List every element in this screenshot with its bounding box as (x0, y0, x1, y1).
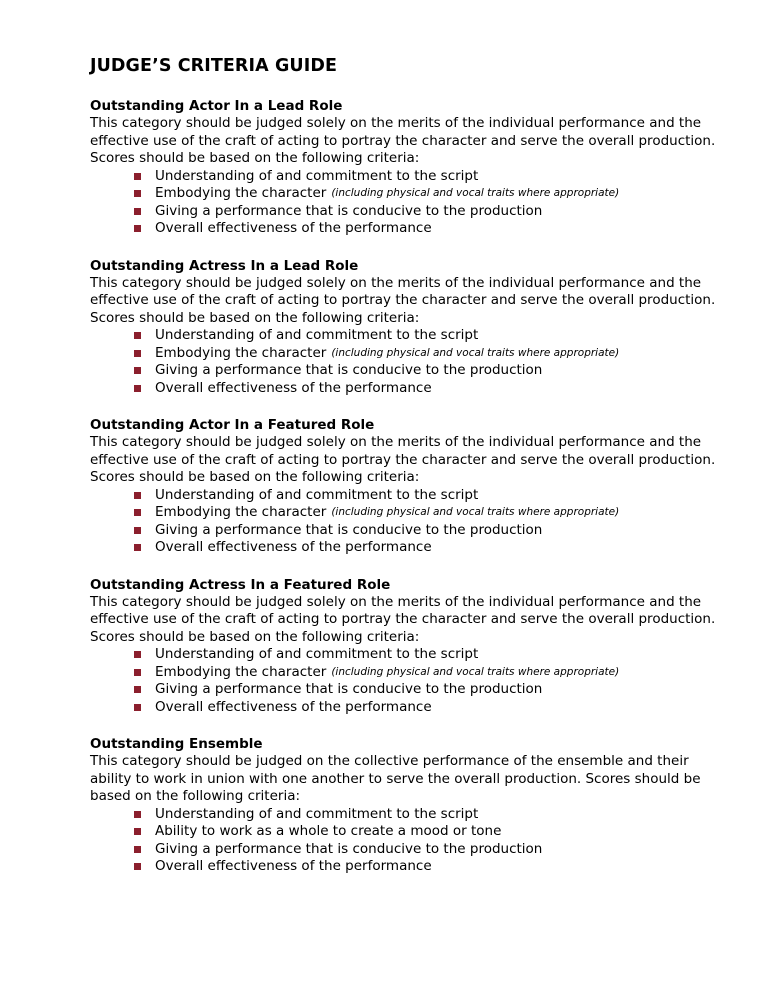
criteria-text: Understanding of and commitment to the script (155, 646, 479, 662)
section-description: This category should be judged solely on the merits of the individual performance and the effective use of the craft of acting to portray the character and serve the overall production. Scores should be based on the following criteria: (90, 274, 716, 326)
square-bullet-icon (134, 173, 141, 180)
square-bullet-icon (134, 863, 141, 870)
square-bullet-icon (134, 190, 141, 197)
square-bullet-icon (134, 828, 141, 835)
section-description: This category should be judged solely on the merits of the individual performance and the effective use of the craft of acting to portray the character and serve the overall production. Scores should be based on the following criteria: (90, 434, 716, 485)
criteria-note: (including physical and vocal traits where appropriate) (331, 665, 620, 678)
criteria-item (134, 699, 728, 717)
criteria-text: Overall effectiveness of the performance (155, 698, 432, 715)
criteria-text: Overall effectiveness of the performance (155, 858, 432, 874)
criteria-item (134, 522, 728, 540)
sections-container (90, 97, 728, 876)
square-bullet-icon (134, 669, 141, 676)
criteria-item (134, 858, 728, 876)
criteria-text: Embodying the character (155, 185, 327, 201)
square-bullet-icon (134, 350, 141, 357)
criteria-text: Understanding of and commitment to the script (155, 805, 479, 822)
criteria-text: Understanding of and commitment to the script (155, 486, 479, 503)
criteria-text: Giving a performance that is conducive to the production (155, 840, 543, 857)
square-bullet-icon (134, 527, 141, 534)
section-heading: Outstanding Actor In a Featured Role (90, 417, 375, 433)
criteria-item (134, 841, 728, 859)
criteria-text: Giving a performance that is conducive to the production (155, 521, 543, 538)
criteria-text: Overall effectiveness of the performance (155, 539, 432, 555)
criteria-text: Ability to work as a whole to create a mood or tone (155, 823, 502, 839)
criteria-list (90, 646, 728, 716)
criteria-text: Embodying the character (155, 663, 327, 680)
document-title: JUDGE’S CRITERIA GUIDE (90, 56, 338, 76)
square-bullet-icon (134, 544, 141, 551)
criteria-list (90, 327, 728, 397)
section-heading: Outstanding Actress In a Lead Role (90, 257, 359, 274)
section-heading: Outstanding Ensemble (90, 736, 263, 752)
criteria-text: Giving a performance that is conducive to the production (155, 362, 543, 378)
criteria-item (134, 185, 728, 203)
criteria-note: (including physical and vocal traits where appropriate) (331, 346, 620, 359)
square-bullet-icon (134, 509, 141, 516)
criteria-list (90, 806, 728, 876)
square-bullet-icon (134, 651, 141, 658)
criteria-note: (including physical and vocal traits where appropriate) (331, 187, 620, 199)
criteria-item (134, 380, 728, 398)
criteria-item (134, 168, 728, 186)
criteria-item (134, 362, 728, 380)
section-heading: Outstanding Actor In a Lead Role (90, 98, 343, 114)
criteria-text: Overall effectiveness of the performance (155, 220, 432, 236)
section-heading: Outstanding Actress In a Featured Role (90, 576, 391, 593)
criteria-item (134, 823, 728, 841)
criteria-item (134, 539, 728, 557)
criteria-item (134, 220, 728, 238)
criteria-list (90, 487, 728, 557)
criteria-section (90, 97, 728, 238)
criteria-item (134, 504, 728, 522)
criteria-item (134, 806, 728, 824)
criteria-section (90, 416, 728, 557)
criteria-item (134, 681, 728, 699)
criteria-text: Embodying the character (155, 344, 327, 361)
square-bullet-icon (134, 846, 141, 853)
criteria-item (134, 664, 728, 682)
square-bullet-icon (134, 704, 141, 711)
section-description: This category should be judged on the collective performance of the ensemble and their ability to work in union with one another to serve the overall production. Scores should be based on the following criteria: (90, 753, 701, 804)
square-bullet-icon (134, 811, 141, 818)
criteria-item (134, 345, 728, 363)
criteria-section (90, 576, 728, 717)
section-description: This category should be judged solely on the merits of the individual performance and the effective use of the craft of acting to portray the character and serve the overall production. Scores should be based on the following criteria: (90, 115, 716, 166)
square-bullet-icon (134, 367, 141, 374)
square-bullet-icon (134, 225, 141, 232)
criteria-section (90, 735, 728, 876)
criteria-item (134, 646, 728, 664)
criteria-item (134, 327, 728, 345)
criteria-text: Embodying the character (155, 504, 327, 520)
criteria-section (90, 257, 728, 398)
criteria-note: (including physical and vocal traits where appropriate) (331, 506, 620, 518)
square-bullet-icon (134, 385, 141, 392)
square-bullet-icon (134, 208, 141, 215)
criteria-text: Overall effectiveness of the performance (155, 379, 432, 396)
criteria-item (134, 203, 728, 221)
criteria-list (90, 168, 728, 238)
square-bullet-icon (134, 492, 141, 499)
criteria-text: Giving a performance that is conducive to the production (155, 202, 543, 219)
criteria-text: Giving a performance that is conducive to the production (155, 681, 543, 697)
square-bullet-icon (134, 332, 141, 339)
criteria-text: Understanding of and commitment to the script (155, 327, 479, 343)
section-description: This category should be judged solely on the merits of the individual performance and the effective use of the craft of acting to portray the character and serve the overall production. Scores should be based on the following criteria: (90, 593, 716, 645)
criteria-text: Understanding of and commitment to the script (155, 167, 479, 184)
square-bullet-icon (134, 686, 141, 693)
criteria-item (134, 487, 728, 505)
